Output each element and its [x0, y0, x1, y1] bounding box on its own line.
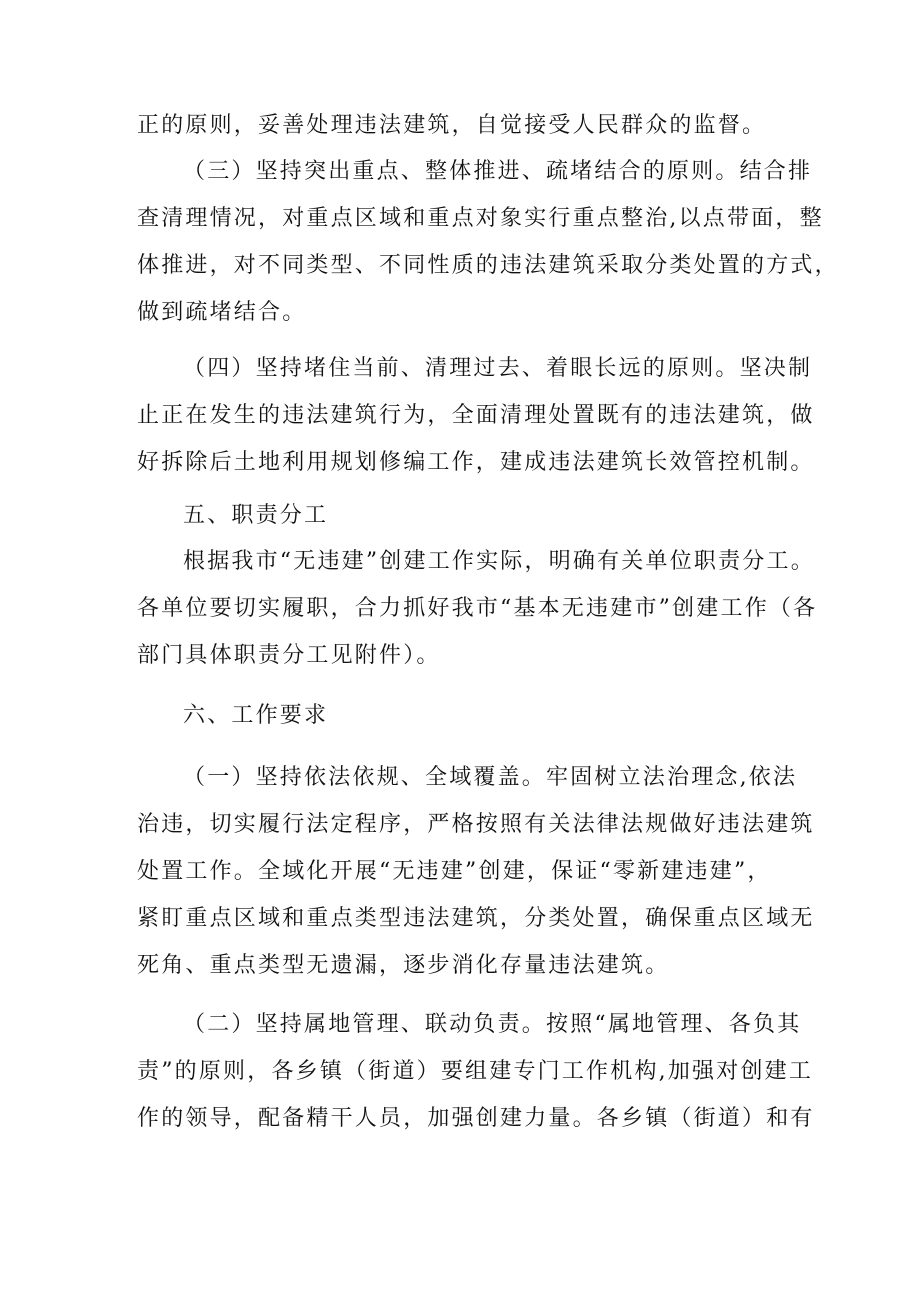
- text-line: （一）坚持依法依规、全域覆盖。牢固树立法治理念,依法: [183, 765, 798, 790]
- text-line: 处置工作。全域化开展“无违建”创建，保证“零新建违建”，: [137, 859, 772, 884]
- text-line: （二）坚持属地管理、联动负责。按照“属地管理、各负其: [183, 1012, 802, 1037]
- text-line: 根据我市“无违建”创建工作实际，明确有关单位职责分工。: [183, 549, 815, 574]
- text-line: 止正在发生的违法建筑行为，全面清理处置既有的违法建筑，做: [137, 403, 815, 428]
- section-heading: 六、工作要求: [183, 703, 329, 728]
- text-line: 死角、重点类型无遗漏，逐步消化存量违法建筑。: [137, 953, 670, 978]
- text-line: 作的领导，配备精干人员，加强创建力量。各乡镇（街道）和有: [137, 1106, 815, 1131]
- text-line: 部门具体职责分工见附件）。: [137, 643, 441, 668]
- text-line: 好拆除后土地利用规划修编工作，建成违法建筑长效管控机制。: [137, 450, 815, 475]
- section-heading: 五、职责分工: [183, 503, 329, 528]
- text-line: （三）坚持突出重点、整体推进、疏堵结合的原则。结合排: [183, 159, 813, 184]
- text-line: 正的原则，妥善处理违法建筑，自觉接受人民群众的监督。: [137, 113, 767, 138]
- text-line: 查清理情况，对重点区域和重点对象实行重点整治,以点带面，整: [137, 206, 824, 231]
- text-line: 紧盯重点区域和重点类型违法建筑，分类处置，确保重点区域无: [137, 906, 815, 931]
- text-line: 做到疏堵结合。: [137, 300, 307, 325]
- text-line: 各单位要切实履职，合力抓好我市“基本无违建市”创建工作（各: [137, 596, 818, 621]
- text-line: 治违，切实履行法定程序，严格按照有关法律法规做好违法建筑: [137, 812, 815, 837]
- text-line: 体推进，对不同类型、不同性质的违法建筑采取分类处置的方式，: [137, 253, 839, 278]
- text-line: （四）坚持堵住当前、清理过去、着眼长远的原则。坚决制: [183, 356, 813, 381]
- text-line: 责”的原则，各乡镇（街道）要组建专门工作机构,加强对创建工: [137, 1059, 814, 1084]
